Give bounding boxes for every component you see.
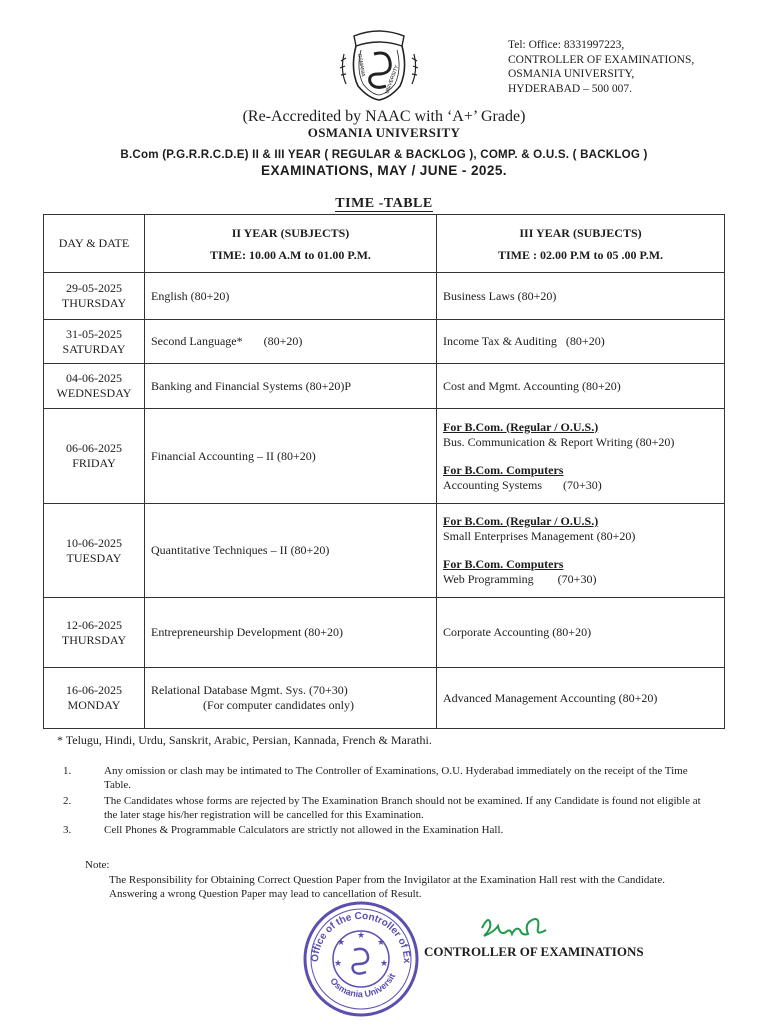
list-item-text: Any omission or clash may be intimated to The Controller of Examinations, O.U. Hyderabad immediately on the receipt of the Time Table. bbox=[104, 765, 688, 792]
exam-day: THURSDAY bbox=[61, 632, 127, 647]
date-cell bbox=[44, 504, 145, 598]
day-date-header: DAY & DATE bbox=[44, 215, 145, 273]
section-heading: For B.Com. (Regular / O.U.S.) bbox=[443, 419, 599, 434]
table-row bbox=[44, 504, 725, 598]
list-item-number: 1. bbox=[63, 765, 72, 777]
third-year-title: III YEAR (SUBJECTS) bbox=[519, 225, 642, 240]
second-year-subject: English (80+20) bbox=[145, 273, 437, 320]
exam-date: 10-06-2025 bbox=[66, 535, 122, 550]
office-address bbox=[508, 38, 694, 96]
third-year-subject: Cost and Mgmt. Accounting (80+20) bbox=[437, 364, 725, 409]
third-year-subject: Income Tax & Auditing (80+20) bbox=[437, 320, 725, 364]
third-year-subject: Advanced Management Accounting (80+20) bbox=[437, 668, 725, 729]
date-cell bbox=[44, 668, 145, 729]
date-cell bbox=[44, 409, 145, 504]
list-item bbox=[63, 764, 703, 793]
second-year-subject: Financial Accounting – II (80+20) bbox=[145, 409, 437, 504]
second-year-title: II YEAR (SUBJECTS) bbox=[231, 225, 350, 240]
list-item bbox=[63, 794, 703, 823]
exam-date: 16-06-2025 bbox=[66, 683, 122, 697]
section-subject: Bus. Communication & Report Writing (80+20) bbox=[443, 434, 675, 449]
list-item bbox=[63, 823, 703, 837]
table-row bbox=[44, 409, 725, 504]
svg-text:★: ★ bbox=[357, 931, 366, 941]
third-year-time: TIME : 02.00 P.M to 05 .00 P.M. bbox=[497, 247, 664, 262]
timetable-title-text: TIME -TABLE bbox=[335, 196, 433, 211]
accreditation-line: (Re-Accredited by NAAC with ‘A+’ Grade) bbox=[242, 108, 526, 125]
signature bbox=[476, 906, 556, 946]
section-subject: Small Enterprises Management (80+20) bbox=[443, 529, 636, 543]
official-seal bbox=[302, 900, 420, 1018]
svg-text:★: ★ bbox=[337, 938, 346, 948]
seal-inner-text: Osmania Universit bbox=[328, 971, 398, 1000]
office-title: CONTROLLER OF EXAMINATIONS, bbox=[508, 53, 695, 66]
timetable bbox=[43, 214, 725, 729]
date-cell bbox=[44, 364, 145, 409]
emblem-text-right: UNIVERSITY bbox=[384, 64, 401, 95]
third-year-subject: Corporate Accounting (80+20) bbox=[437, 598, 725, 668]
section-subject: Web Programming (70+30) bbox=[443, 572, 597, 586]
list-item-text: Cell Phones & Programmable Calculators are strictly not allowed in the Examination Hall. bbox=[104, 824, 504, 837]
list-item-number: 3. bbox=[63, 824, 72, 837]
svg-text:★: ★ bbox=[380, 959, 389, 969]
table-row bbox=[44, 668, 725, 729]
exam-date: 12-06-2025 bbox=[66, 617, 122, 632]
exam-day: WEDNESDAY bbox=[56, 386, 132, 400]
exam-day: FRIDAY bbox=[72, 456, 116, 470]
signatory-title: CONTROLLER OF EXAMINATIONS bbox=[424, 944, 644, 959]
table-row bbox=[44, 320, 725, 364]
date-cell bbox=[44, 273, 145, 320]
second-year-subject: Second Language* (80+20) bbox=[145, 320, 437, 364]
university-emblem bbox=[336, 24, 422, 104]
note-text: The Responsibility for Obtaining Correct Question Paper from the Invigilator at the Examination Hall rest with the Candidate. Answering a wrong Question Paper may lead to cancellation of Result. bbox=[109, 874, 665, 901]
third-year-subject: Business Laws (80+20) bbox=[437, 273, 725, 320]
exam-date: 04-06-2025 bbox=[66, 371, 122, 385]
note-label: Note: bbox=[85, 859, 110, 871]
second-year-subject-group bbox=[145, 668, 437, 729]
exam-day: SATURDAY bbox=[62, 341, 126, 356]
instructions-list bbox=[63, 764, 703, 838]
second-year-subject: Entrepreneurship Development (80+20) bbox=[145, 598, 437, 668]
table-header-row bbox=[44, 215, 725, 273]
office-phone: Tel: Office: 8331997223, bbox=[508, 39, 625, 51]
third-year-subject-group bbox=[437, 409, 725, 504]
exam-day: MONDAY bbox=[67, 698, 121, 712]
section-heading: For B.Com. Computers bbox=[443, 557, 564, 571]
second-year-subject: Relational Database Mgmt. Sys. (70+30) bbox=[151, 683, 348, 697]
second-year-header bbox=[145, 215, 437, 273]
emblem-text-left: OSMANIA bbox=[356, 53, 366, 78]
table-row bbox=[44, 364, 725, 409]
list-item-number: 2. bbox=[63, 794, 72, 807]
timetable-title bbox=[0, 196, 768, 212]
exam-session-line: EXAMINATIONS, MAY / JUNE - 2025. bbox=[261, 163, 507, 178]
table-row bbox=[44, 273, 725, 320]
second-year-subject: Quantitative Techniques – II (80+20) bbox=[145, 504, 437, 598]
exam-day: TUESDAY bbox=[66, 550, 122, 565]
second-year-subject: Banking and Financial Systems (80+20)P bbox=[145, 364, 437, 409]
third-year-subject-group bbox=[437, 504, 725, 598]
table-row bbox=[44, 598, 725, 668]
university-name: OSMANIA UNIVERSITY bbox=[307, 125, 461, 140]
date-cell bbox=[44, 320, 145, 364]
exam-date: 29-05-2025 bbox=[66, 281, 122, 295]
exam-date: 31-05-2025 bbox=[66, 326, 122, 341]
exam-date: 06-06-2025 bbox=[66, 441, 122, 455]
second-year-subject-note: (For computer candidates only) bbox=[203, 698, 354, 712]
list-item-text: The Candidates whose forms are rejected by The Examination Branch should not be examined. If any Candidate is found not eligible at the later stage his/her registration will be cancelled for this Examination. bbox=[104, 794, 701, 821]
course-line: B.Com (P.G.R.R.C.D.E) II & III YEAR ( REGULAR & BACKLOG ), COMP. & O.U.S. ( BACKLOG ) bbox=[120, 148, 648, 161]
office-city: HYDERABAD – 500 007. bbox=[508, 82, 632, 95]
second-year-time: TIME: 10.00 A.M to 01.00 P.M. bbox=[210, 247, 371, 262]
section-subject: Accounting Systems (70+30) bbox=[443, 477, 602, 492]
date-cell bbox=[44, 598, 145, 668]
exam-day: THURSDAY bbox=[61, 296, 127, 310]
svg-text:★: ★ bbox=[377, 938, 386, 948]
seal-outer-text: Office of the Controller of Ex bbox=[309, 910, 413, 964]
svg-text:★: ★ bbox=[334, 959, 343, 969]
section-heading: For B.Com. (Regular / O.U.S.) bbox=[443, 514, 599, 528]
third-year-header bbox=[437, 215, 725, 273]
language-footnote: * Telugu, Hindi, Urdu, Sanskrit, Arabic, Persian, Kannada, French & Marathi. bbox=[57, 733, 432, 747]
office-university: OSMANIA UNIVERSITY, bbox=[508, 68, 635, 81]
section-heading: For B.Com. Computers bbox=[443, 462, 564, 477]
